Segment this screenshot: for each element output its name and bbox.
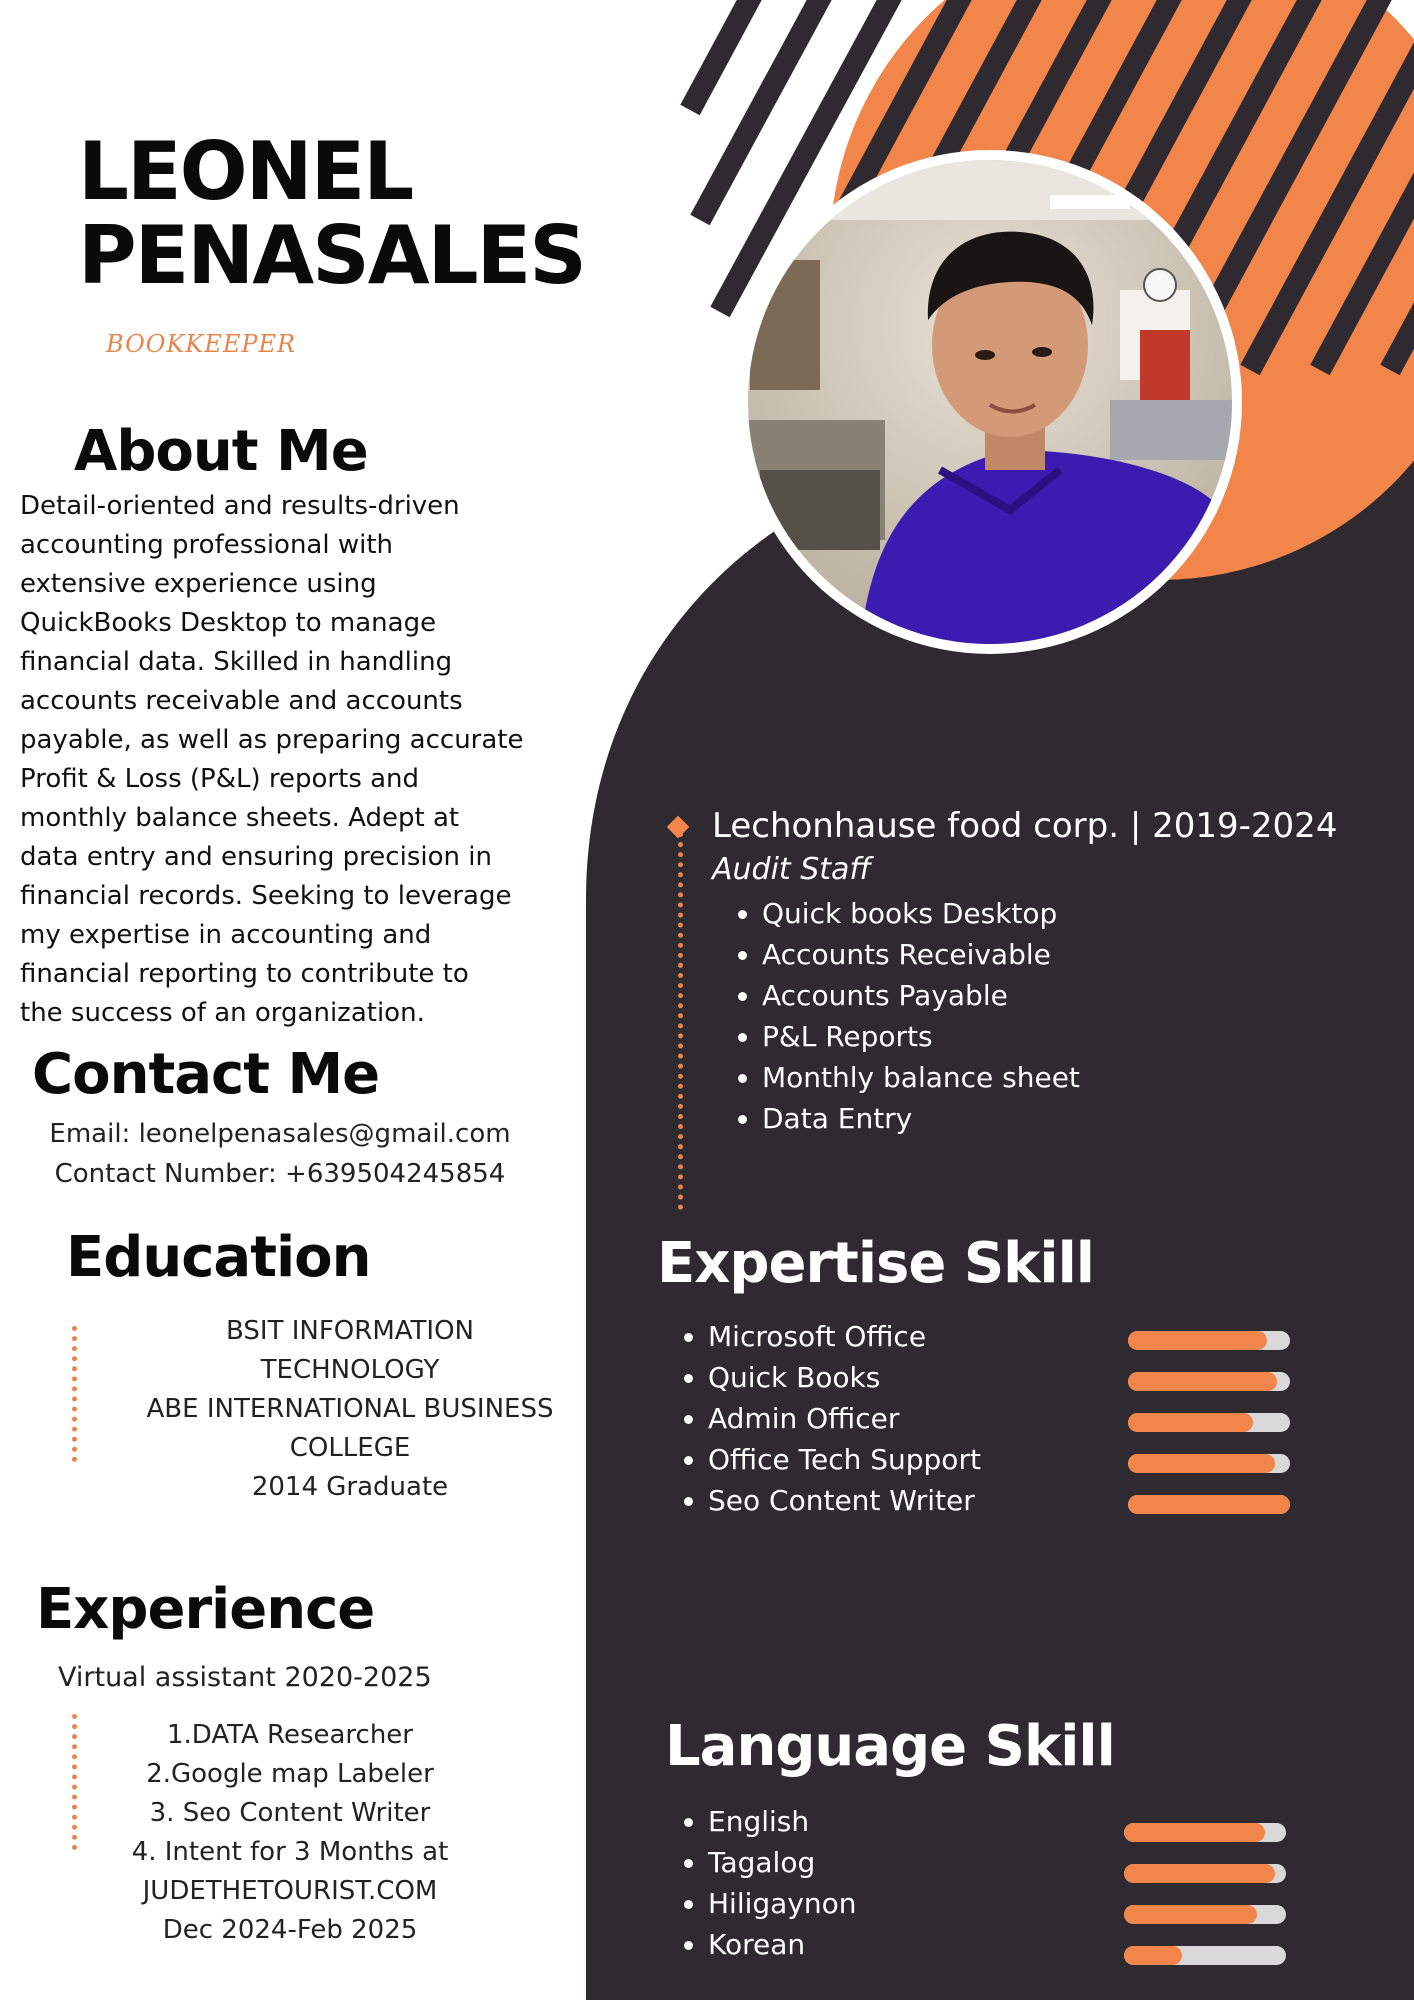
job-duty-item: • P&L Reports [762,1016,1337,1057]
about-line: accounts receivable and accounts [20,686,463,716]
about-line: financial data. Skilled in handling [20,647,453,677]
education-line: TECHNOLOGY [260,1355,440,1385]
about-line: extensive experience using [20,569,377,599]
skill-level-bar [1128,1413,1290,1432]
skill-level-bar [1124,1823,1286,1842]
education-line: BSIT INFORMATION [226,1316,474,1346]
job-duty-item: • Accounts Payable [762,975,1337,1016]
experience-line: 4. Intent for 3 Months at [131,1837,449,1867]
skill-level-bar [1124,1946,1286,1965]
job-timeline-line [678,832,683,1210]
about-line: QuickBooks Desktop to manage [20,608,437,638]
first-name: LEONEL [78,125,413,218]
skill-item: • Microsoft Office [708,1316,981,1357]
job-entry [712,803,1337,1139]
education-dotted-line [72,1326,77,1462]
experience-line: 1.DATA Researcher [167,1720,413,1750]
email-line: Email: leonelpenasales@gmail.com [49,1119,511,1149]
full-name [78,125,585,302]
skill-level-bar [1128,1331,1290,1350]
last-name: PENASALES [78,209,585,302]
education-line: 2014 Graduate [251,1472,449,1502]
job-duty-item: • Monthly balance sheet [762,1057,1337,1098]
skill-level-bar [1124,1864,1286,1883]
about-heading: About Me [74,419,368,484]
skill-level-fill [1128,1413,1253,1432]
contact-heading: Contact Me [32,1042,380,1107]
about-line: data entry and ensuring precision in [20,842,492,872]
about-line: the success of an organization. [20,998,425,1028]
about-text [20,487,580,1033]
experience-line: JUDETHETOURIST.COM [142,1876,438,1906]
skill-level-fill [1124,1905,1257,1924]
job-company: Lechonhause food corp. | 2019-2024 [712,806,1338,846]
skill-item: • Hiligaynon [708,1883,857,1924]
skill-item: • Admin Officer [708,1398,981,1439]
experience-line: Dec 2024-Feb 2025 [162,1915,418,1945]
education-details [118,1312,582,1507]
contact-details [20,1114,540,1194]
skill-level-fill [1124,1946,1182,1965]
skill-item: • Office Tech Support [708,1439,981,1480]
job-duties-list [712,893,1337,1139]
job-title: BOOKKEEPER [106,330,297,358]
about-line: financial reporting to contribute to [20,959,469,989]
job-role: Audit Staff [712,852,872,887]
phone-line: Contact Number: +639504245854 [54,1159,506,1189]
education-line: ABE INTERNATIONAL BUSINESS [146,1394,554,1424]
skill-level-fill [1124,1864,1275,1883]
language-heading: Language Skill [665,1714,1115,1779]
experience-line: 2.Google map Labeler [146,1759,434,1789]
skill-level-bar [1124,1905,1286,1924]
experience-heading: Experience [36,1577,375,1642]
about-line: payable, as well as preparing accurate [20,725,524,755]
expertise-skill-list [658,1316,981,1521]
about-line: accounting professional with [20,530,394,560]
skill-item: • Seo Content Writer [708,1480,981,1521]
skill-item: • Korean [708,1924,857,1965]
skill-level-fill [1128,1454,1275,1473]
expertise-heading: Expertise Skill [657,1231,1094,1296]
profile-photo [738,150,1242,654]
education-heading: Education [66,1225,371,1290]
education-line: COLLEGE [289,1433,411,1463]
about-line: Detail-oriented and results-driven [20,491,460,521]
experience-line: 3. Seo Content Writer [149,1798,431,1828]
language-skill-list [658,1801,857,1965]
about-line: monthly balance sheets. Adept at [20,803,460,833]
skill-level-fill [1128,1372,1277,1391]
experience-dotted-line [72,1714,77,1850]
job-duty-item: • Accounts Receivable [762,934,1337,975]
experience-title: Virtual assistant 2020-2025 [58,1662,432,1693]
experience-details [100,1716,480,1950]
job-duty-item: • Quick books Desktop [762,893,1337,934]
skill-item: • Tagalog [708,1842,857,1883]
skill-level-fill [1128,1495,1290,1514]
skill-level-bar [1128,1454,1290,1473]
skill-item: • English [708,1801,857,1842]
skill-level-bar [1128,1372,1290,1391]
about-line: Profit & Loss (P&L) reports and [20,764,420,794]
skill-level-fill [1124,1823,1265,1842]
skill-level-fill [1128,1331,1267,1350]
skill-level-bar [1128,1495,1290,1514]
skill-item: • Quick Books [708,1357,981,1398]
about-line: financial records. Seeking to leverage [20,881,512,911]
job-duty-item: • Data Entry [762,1098,1337,1139]
about-line: my expertise in accounting and [20,920,432,950]
